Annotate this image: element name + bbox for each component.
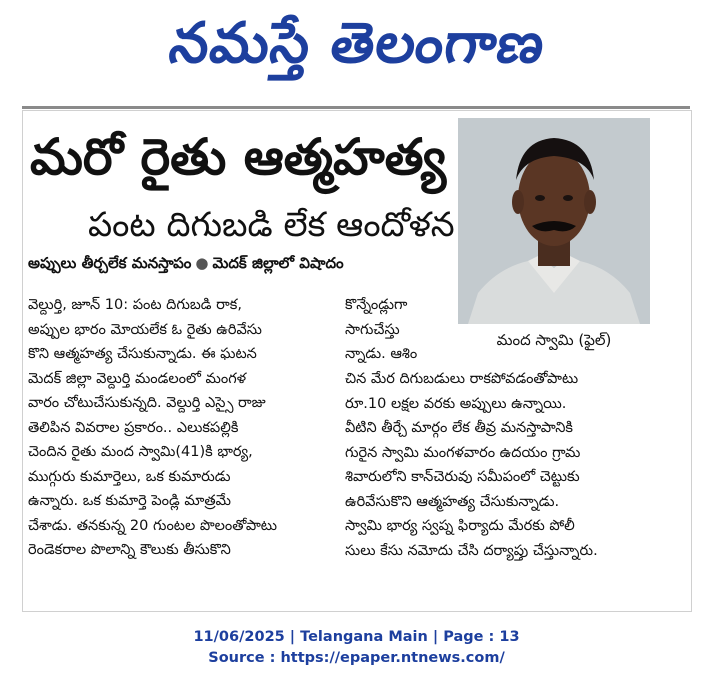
portrait-image xyxy=(458,118,650,324)
article-line: వారం చోటుచేసుకున్నది. వెల్దుర్తి ఎస్సై రాజు xyxy=(28,395,266,411)
article-line: సులు కేసు నమోదు చేసి దర్యాప్తు చేస్తున్నారు. xyxy=(345,542,598,559)
article-line: చిన మేర దిగుబడులు రాకపోవడంతోపాటు xyxy=(345,371,579,387)
article-line: ముగ్గురు కుమార్తెలు, ఒక కుమారుడు xyxy=(28,468,231,485)
article-column-1 xyxy=(28,293,338,563)
article-column-2 xyxy=(345,367,655,563)
article-line: కొన్నేండ్లుగా xyxy=(345,297,408,313)
article-line: వీటిని తీర్చే మార్గం లేక తీవ్ర మనస్తాపానికి xyxy=(345,420,573,436)
newspaper-logo: నమస్తే తెలంగాణ xyxy=(165,10,550,76)
epaper-footer xyxy=(0,627,713,669)
article-line: తెలిపిన వివరాల ప్రకారం.. ఎలుకపల్లికి xyxy=(28,419,239,436)
edition-info: 11/06/2025 | Telangana Main | Page : 13 xyxy=(193,629,520,645)
article-line: ఉన్నారు. ఒక కుమార్తె పెండ్లి మాత్రమే xyxy=(28,493,231,509)
article-line: శివారులోని కాన్‌చెరువు సమీపంలో చెట్టుకు xyxy=(345,469,580,485)
article-column-2-top xyxy=(345,293,455,367)
article-subheadline: పంట దిగుబడి లేక ఆందోళన xyxy=(88,205,455,245)
article-line: వెల్దుర్తి, జూన్ 10: పంట దిగుబడి రాక, xyxy=(28,297,242,313)
bullet-icon: ● xyxy=(195,254,209,272)
article-line: చేశాడు. తనకున్న 20 గుంటల పొలంతోపాటు xyxy=(28,517,278,534)
article-line: రూ.10 లక్షల వరకు అప్పులు ఉన్నాయి. xyxy=(345,395,567,412)
source-link[interactable]: Source : https://epaper.ntnews.com/ xyxy=(208,650,505,666)
article-line: రెండెకరాల పొలాన్ని కౌలుకు తీసుకొని xyxy=(28,542,231,558)
article-line: అప్పుల భారం మోయలేక ఓ రైతు ఉరివేసు xyxy=(28,321,262,338)
photo-caption: మంద స్వామి (ఫైల్) xyxy=(496,331,612,349)
article-line: స్వామి భార్య స్వప్న ఫిర్యాదు మేరకు పోలీ xyxy=(345,518,575,534)
tagline-debt: అప్పులు తీర్చలేక మనస్తాపం xyxy=(28,254,192,272)
article-line: కొని ఆత్మహత్య చేసుకున్నాడు. ఈ ఘటన xyxy=(28,346,257,362)
article-headline: మరో రైతు ఆత్మహత్య xyxy=(30,128,447,186)
farmer-photo xyxy=(458,118,650,324)
article-tagline xyxy=(28,253,453,273)
article-line: న్నాడు. ఆశిం xyxy=(345,346,418,362)
masthead-divider xyxy=(22,106,690,109)
article-line: గురైన స్వామి మంగళవారం ఉదయం గ్రామ xyxy=(345,444,581,461)
article-line: ఉరివేసుకొని ఆత్మహత్య చేసుకున్నాడు. xyxy=(345,493,560,510)
tagline-district: మెదక్ జిల్లాలో విషాదం xyxy=(212,254,344,272)
article-line: సాగుచేస్తు xyxy=(345,321,400,338)
masthead xyxy=(0,0,713,100)
article-line: మెదక్ జిల్లా వెల్దుర్తి మండలంలో మంగళ xyxy=(28,370,247,387)
article-line: చెందిన రైతు మంద స్వామి(41)కి భార్య, xyxy=(28,444,253,460)
